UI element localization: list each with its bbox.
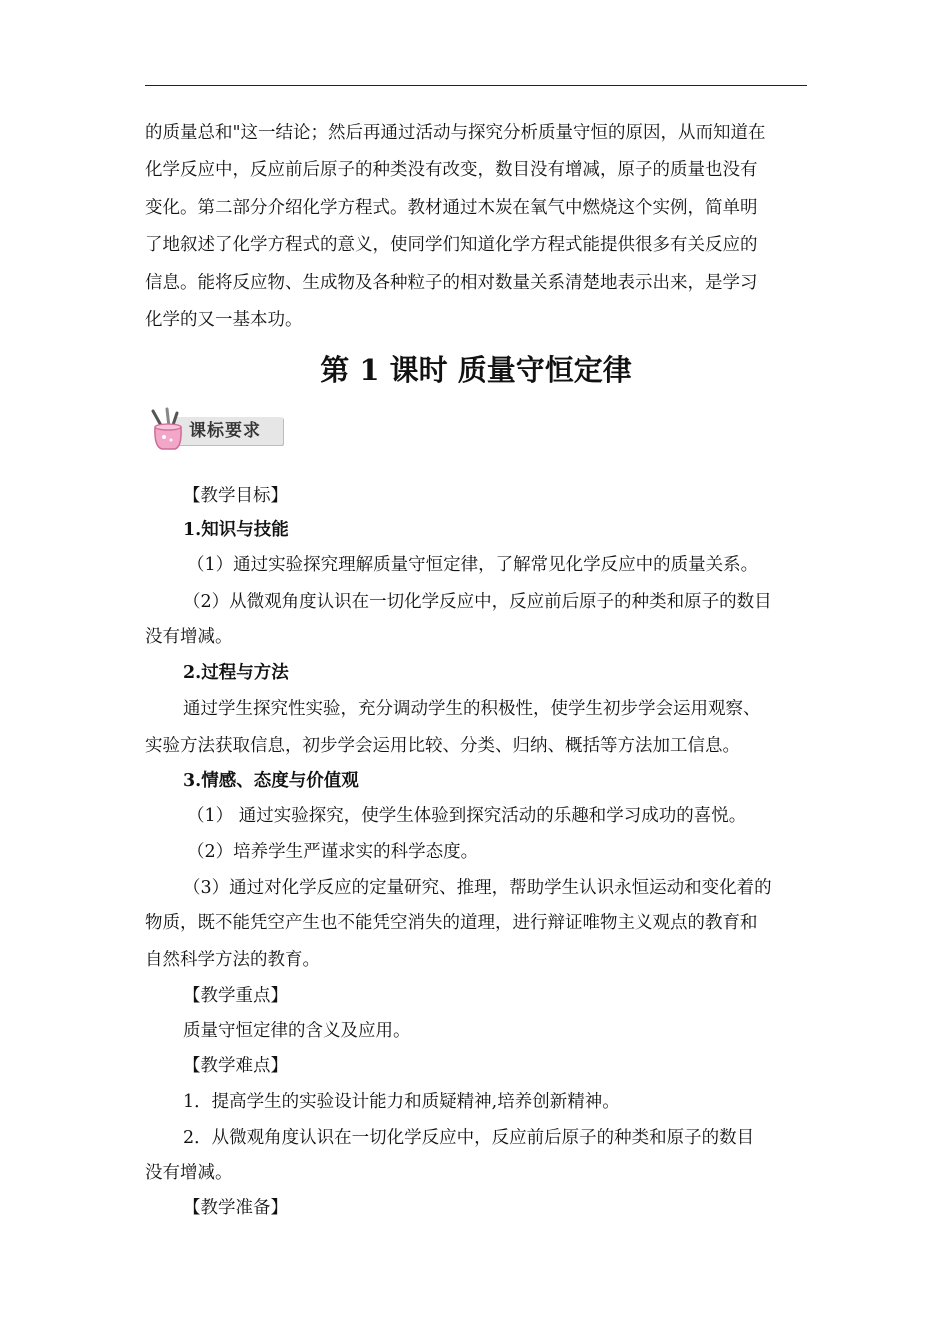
goal-2-line-2: 实验方法获取信息，初步学会运用比较、分类、归纳、概括等方法加工信息。 [145, 736, 740, 756]
intro-line-3: 变化。第二部分介绍化学方程式。教材通过木炭在氧气中燃烧这个实例，简单明 [145, 198, 758, 218]
difficulty-2-line-1: 2．从微观角度认识在一切化学反应中，反应前后原子的种类和原子的数目 [183, 1128, 755, 1148]
intro-line-2: 化学反应中，反应前后原子的种类没有改变，数目没有增减，原子的质量也没有 [145, 160, 758, 180]
header-rule [145, 85, 807, 86]
intro-line-4: 了地叙述了化学方程式的意义，使同学们知道化学方程式能提供很多有关反应的 [145, 235, 758, 255]
goal-3-3-line-1: （3）通过对化学反应的定量研究、推理，帮助学生认识永恒运动和变化着的 [183, 878, 772, 898]
process-methods-heading: 2.过程与方法 [183, 663, 289, 683]
intro-line-5: 信息。能将反应物、生成物及各种粒子的相对数量关系清楚地表示出来，是学习 [145, 273, 758, 293]
section-banner [145, 405, 285, 453]
attitude-values-heading: 3.情感、态度与价值观 [183, 771, 359, 791]
goals-heading: 【教学目标】 [183, 486, 288, 506]
knowledge-skills-heading: 1.知识与技能 [183, 520, 289, 540]
goal-2-line-1: 通过学生探究性实验，充分调动学生的积极性，使学生初步学会运用观察、 [183, 699, 761, 719]
difficulty-2-line-2: 没有增减。 [145, 1163, 233, 1183]
key-points-heading: 【教学重点】 [183, 986, 288, 1006]
intro-line-1: 的质量总和"这一结论；然后再通过活动与探究分析质量守恒的原因，从而知道在 [145, 123, 766, 143]
goal-1-2-line-1: （2）从微观角度认识在一切化学反应中，反应前后原子的种类和原子的数目 [183, 592, 772, 612]
preparation-heading: 【教学准备】 [183, 1198, 288, 1218]
key-points-text: 质量守恒定律的含义及应用。 [183, 1021, 411, 1041]
goal-1-2-line-2: 没有增减。 [145, 627, 233, 647]
difficulties-heading: 【教学难点】 [183, 1056, 288, 1076]
intro-line-6: 化学的又一基本功。 [145, 310, 303, 330]
goal-3-3-line-2: 物质，既不能凭空产生也不能凭空消失的道理，进行辩证唯物主义观点的教育和 [145, 913, 758, 933]
goal-3-2: （2）培养学生严谨求实的科学态度。 [187, 842, 479, 862]
lesson-title: 第 1 课时 质量守恒定律 [320, 353, 632, 387]
goal-1-1: （1）通过实验探究理解质量守恒定律，了解常见化学反应中的质量关系。 [187, 555, 759, 575]
banner-label: 课标要求 [189, 421, 261, 441]
goal-3-3-line-3: 自然科学方法的教育。 [145, 950, 320, 970]
pencil-cup-icon [145, 405, 187, 453]
goal-3-1: （1） 通过实验探究，使学生体验到探究活动的乐趣和学习成功的喜悦。 [187, 806, 747, 826]
difficulty-1: 1．提高学生的实验设计能力和质疑精神,培养创新精神。 [183, 1092, 620, 1112]
